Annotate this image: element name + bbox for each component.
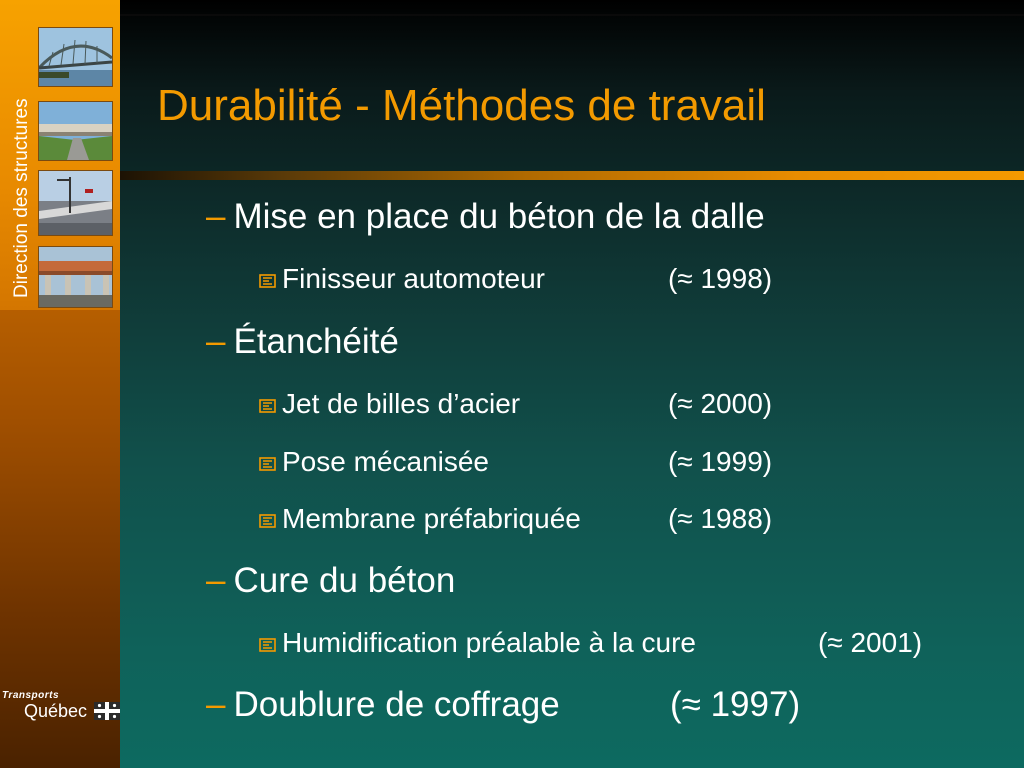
item-text: Finisseur automoteur xyxy=(282,263,546,294)
item-year: (≈ 1998) xyxy=(668,263,773,294)
list-item xyxy=(258,445,773,479)
list-item xyxy=(258,502,773,536)
scroll-bullet-icon xyxy=(258,394,278,416)
dash-bullet: – xyxy=(206,197,226,236)
title-divider xyxy=(120,171,1024,180)
scroll-bullet-icon xyxy=(258,452,278,474)
list-item xyxy=(258,262,773,296)
highway-lamp-photo xyxy=(38,170,113,236)
item-year: (≈ 2000) xyxy=(668,388,773,419)
list-item xyxy=(258,387,773,421)
list-item xyxy=(206,560,455,602)
item-text: Pose mécanisée xyxy=(282,446,490,477)
scroll-bullet-icon xyxy=(258,509,278,531)
list-item xyxy=(206,321,399,363)
scroll-bullet-icon xyxy=(258,269,278,291)
sidebar xyxy=(0,0,120,768)
transports-quebec-logo xyxy=(2,690,120,724)
sidebar-title: Direction des structures xyxy=(11,98,32,298)
overpass-photo xyxy=(38,101,113,161)
logo-line1: Transports xyxy=(2,690,60,701)
item-text: Doublure de coffrage xyxy=(233,685,560,724)
top-rule xyxy=(120,14,1024,16)
viaduct-photo xyxy=(38,246,113,308)
quebec-flag-icon xyxy=(94,702,120,720)
item-text: Mise en place du béton de la dalle xyxy=(233,197,765,236)
item-text: Humidification préalable à la cure xyxy=(282,627,696,658)
item-text: Étanchéité xyxy=(233,322,399,361)
item-year: (≈ 1999) xyxy=(668,446,773,477)
item-year: (≈ 2001) xyxy=(818,627,923,658)
scroll-bullet-icon xyxy=(258,633,278,655)
item-text: Membrane préfabriquée xyxy=(282,503,581,534)
item-year: (≈ 1997) xyxy=(670,685,801,724)
logo-line2: Québec xyxy=(24,701,88,721)
item-text: Cure du béton xyxy=(233,561,456,600)
item-year: (≈ 1988) xyxy=(668,503,773,534)
bridge-arch-photo xyxy=(38,27,113,87)
dash-bullet: – xyxy=(206,561,226,600)
slide-title: Durabilité - Méthodes de travail xyxy=(157,81,766,130)
dash-bullet: – xyxy=(206,322,226,361)
dash-bullet: – xyxy=(206,685,226,724)
list-item xyxy=(258,626,923,660)
list-item xyxy=(206,196,765,238)
list-item xyxy=(206,684,801,726)
item-text: Jet de billes d’acier xyxy=(282,388,521,419)
